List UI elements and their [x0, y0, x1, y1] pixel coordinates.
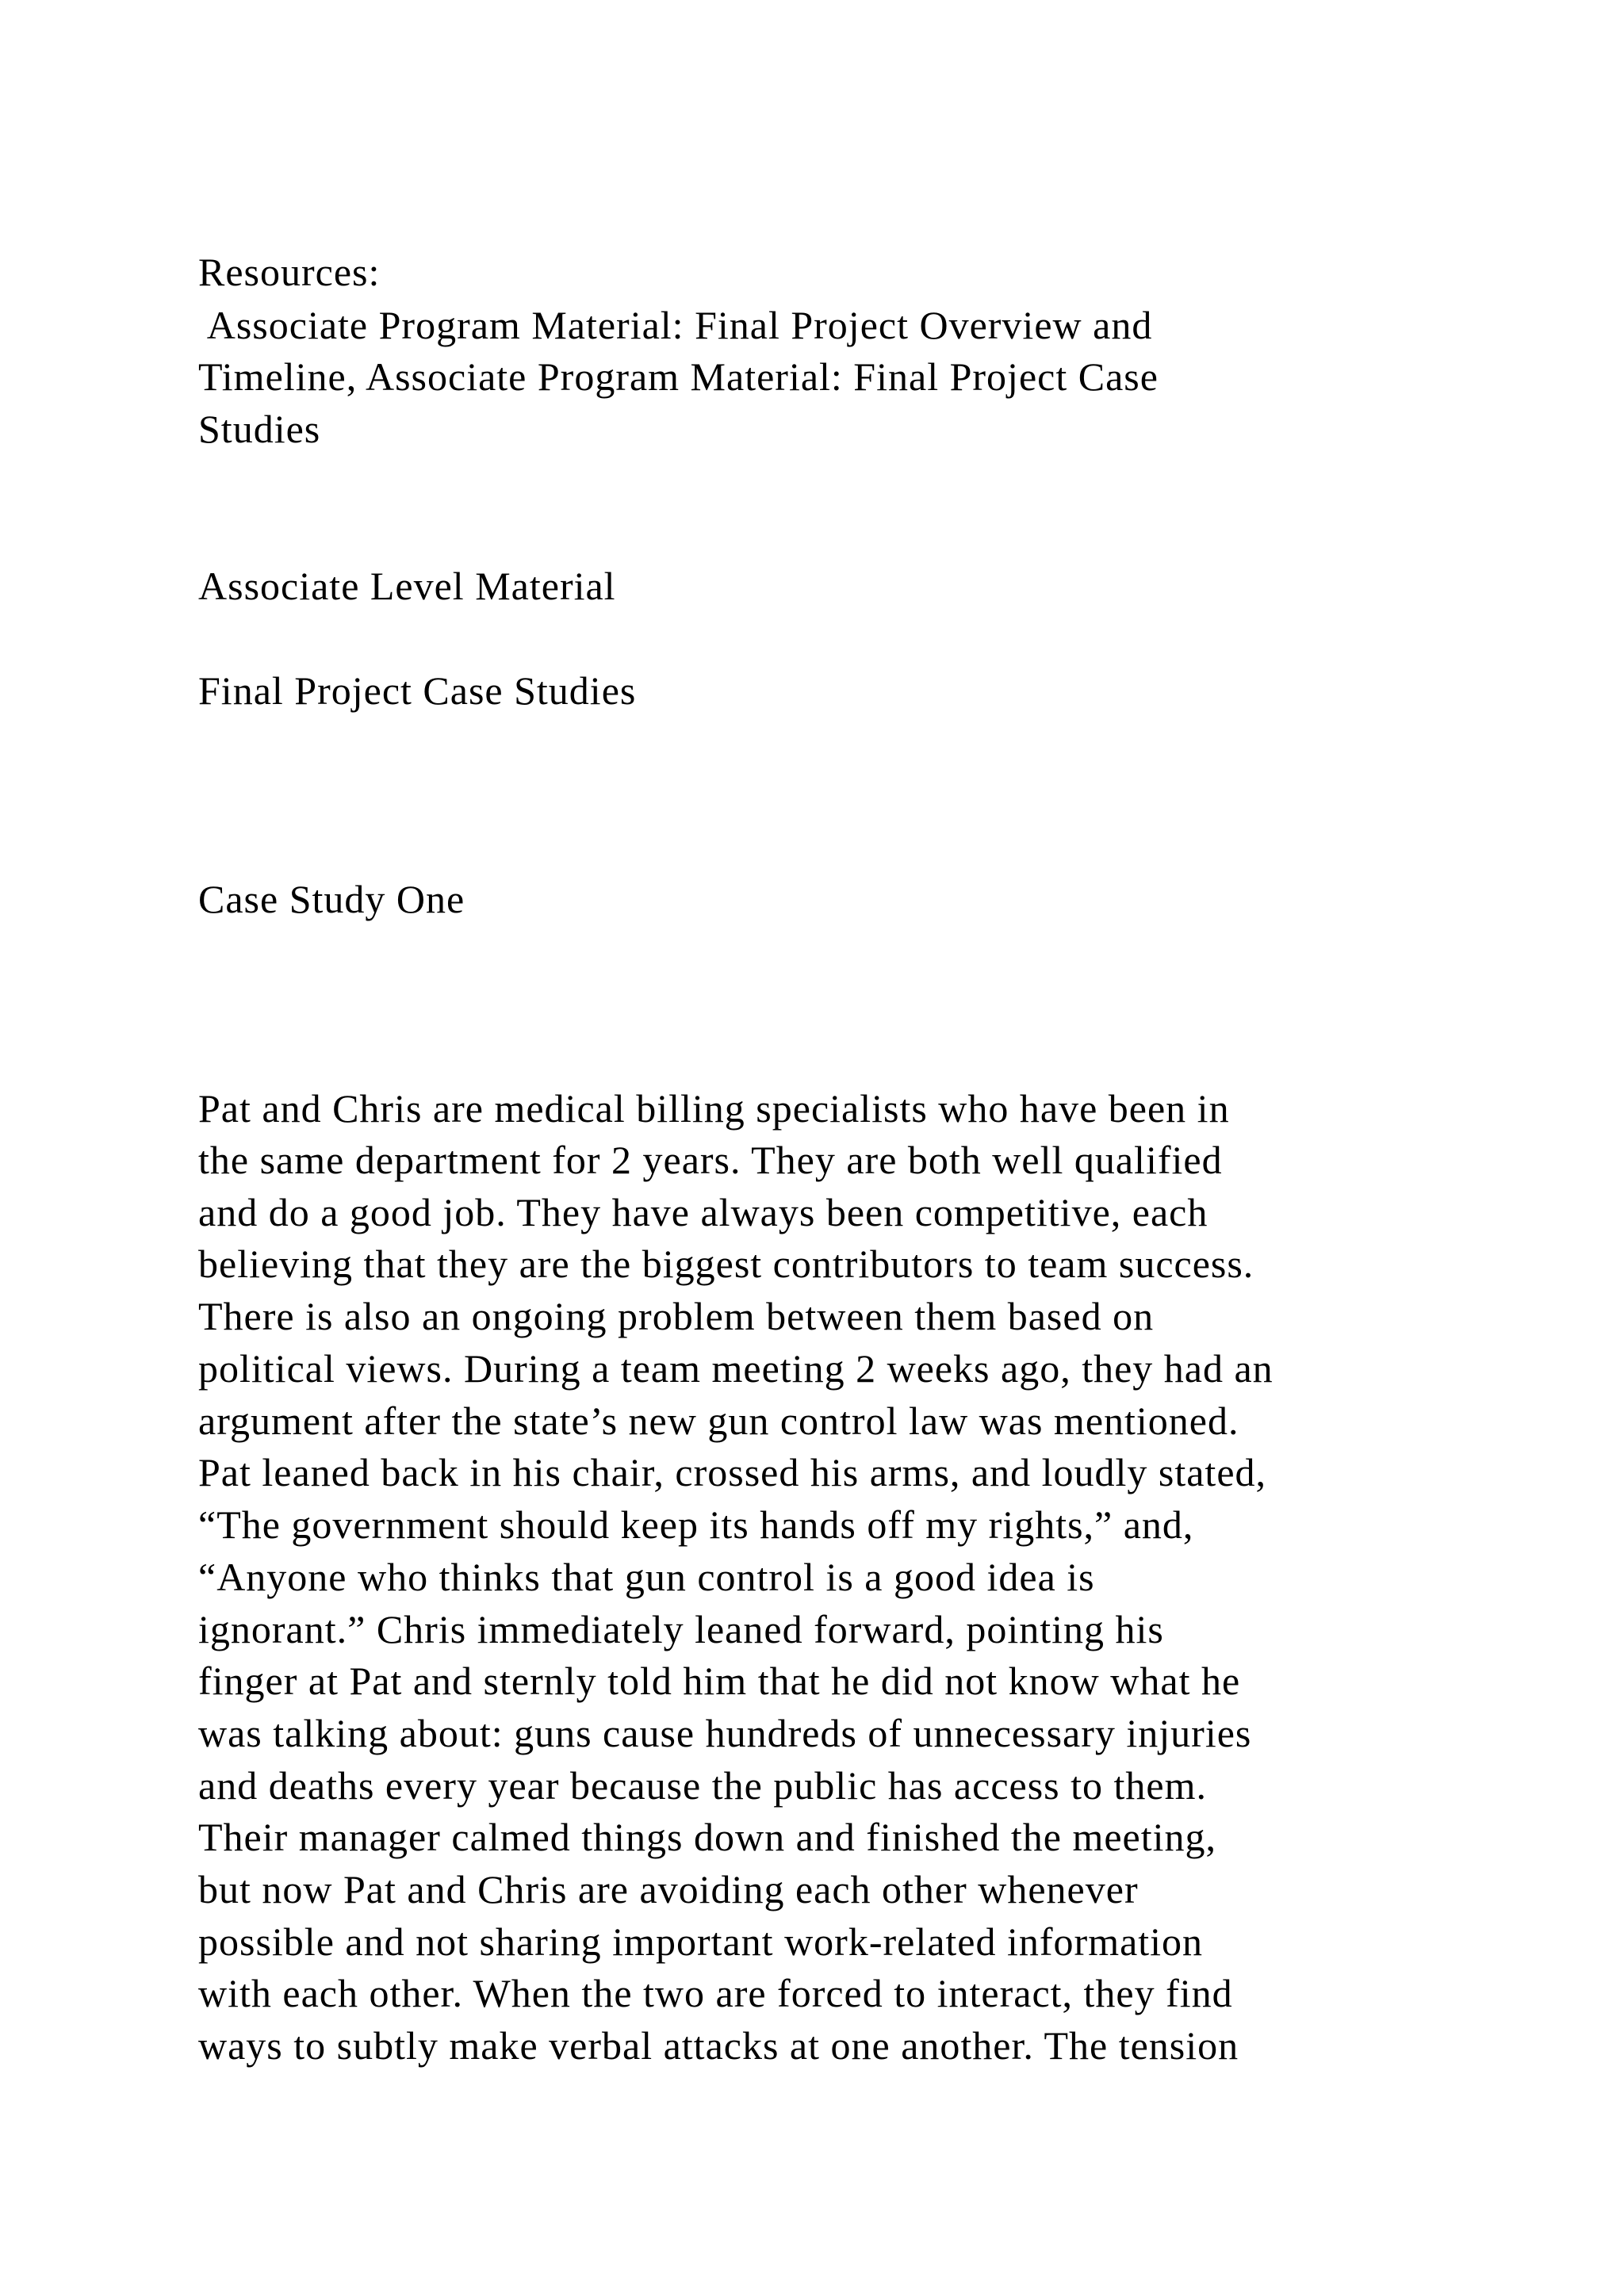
case-study-heading: Case Study One — [198, 877, 465, 921]
body-line: but now Pat and Chris are avoiding each other whenever — [198, 1867, 1139, 1911]
resources-line: Studies — [198, 407, 321, 451]
body-line: ways to subtly make verbal attacks at one another. The tension — [198, 2023, 1239, 2068]
body-line: with each other. When the two are forced to interact, they find — [198, 1971, 1233, 2015]
body-line: “Anyone who thinks that gun control is a good idea is — [198, 1555, 1095, 1599]
body-line: finger at Pat and sternly told him that he did not know what he — [198, 1659, 1241, 1703]
body-line: “The government should keep its hands off my rights,” and, — [198, 1502, 1194, 1547]
resources-line: Timeline, Associate Program Material: Final Project Case — [198, 354, 1159, 399]
body-line: the same department for 2 years. They are both well qualified — [198, 1138, 1223, 1182]
body-line: believing that they are the biggest contributors to team success. — [198, 1242, 1254, 1286]
resources-line: Associate Program Material: Final Project Overview and — [198, 303, 1153, 347]
body-line: ignorant.” Chris immediately leaned forward, pointing his — [198, 1607, 1164, 1651]
document-title: Final Project Case Studies — [198, 668, 637, 713]
body-line: argument after the state’s new gun control law was mentioned. — [198, 1399, 1239, 1443]
body-line: political views. During a team meeting 2 weeks ago, they had an — [198, 1346, 1274, 1391]
body-line: There is also an ongoing problem between them based on — [198, 1294, 1155, 1338]
resources-heading: Resources: — [198, 250, 381, 294]
body-line: and deaths every year because the public has access to them. — [198, 1763, 1207, 1808]
body-line: Their manager calmed things down and finished the meeting, — [198, 1815, 1217, 1859]
body-line: Pat and Chris are medical billing specialists who have been in — [198, 1086, 1230, 1131]
body-line: Pat leaned back in his chair, crossed his arms, and loudly stated, — [198, 1450, 1267, 1494]
body-line: was talking about: guns cause hundreds of unnecessary injuries — [198, 1711, 1252, 1755]
body-line: possible and not sharing important work-related information — [198, 1919, 1204, 1964]
level-label: Associate Level Material — [198, 564, 616, 608]
body-line: and do a good job. They have always been competitive, each — [198, 1190, 1208, 1234]
